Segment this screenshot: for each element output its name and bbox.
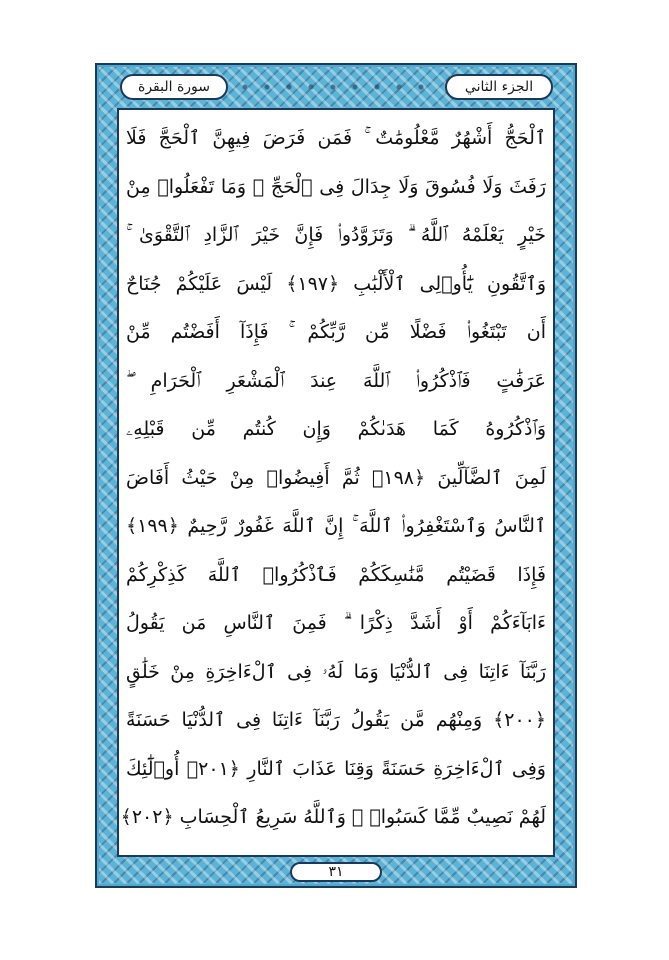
verse-line-text: وَٱتَّقُونِ يَٰٓأُو۟لِى ٱلْأَلْبَٰبِ ﴿١٩٧﴾ لَيْسَ عَلَيْكُمْ جُنَاحٌ <box>126 272 546 295</box>
verse-line-text: ٱلْحَجُّ أَشْهُرٌ مَّعْلُومَٰتٌ ۚ فَمَن فَرَضَ فِيهِنَّ ٱلْحَجَّ فَلَا <box>126 127 546 149</box>
verse-line <box>121 603 551 643</box>
verse-line-text: فَإِذَا قَضَيْتُم مَّنَٰسِكَكُمْ فَٱذْكُرُوا۟ ٱللَّهَ كَذِكْرِكُمْ <box>126 563 546 586</box>
verse-line-text: أَن تَبْتَغُوا۟ فَضْلًا مِّن رَّبِّكُمْ ۚ فَإِذَآ أَفَضْتُم مِّنْ <box>126 321 546 343</box>
verse-line-text: ءَابَآءَكُمْ أَوْ أَشَدَّ ذِكْرًا ۗ فَمِنَ ٱلنَّاسِ مَن يَقُولُ <box>126 612 546 634</box>
verse-line-text: خَيْرٍ يَعْلَمْهُ ٱللَّهُ ۗ وَتَزَوَّدُوا۟ فَإِنَّ خَيْرَ ٱلزَّادِ ٱلتَّقْوَىٰ ۚ <box>126 224 546 246</box>
verse-line-text: وَٱذْكُرُوهُ كَمَا هَدَىٰكُمْ وَإِن كُنتُم مِّن قَبْلِهِۦ <box>126 418 546 440</box>
verse-line <box>121 555 551 595</box>
verse-line <box>121 409 551 449</box>
verse-line-text: ﴿٢٠٠﴾ وَمِنْهُم مَّن يَقُولُ رَبَّنَآ ءَاتِنَا فِى ٱلدُّنْيَا حَسَنَةً <box>126 709 546 731</box>
verse-line-text: ٱلنَّاسُ وَٱسْتَغْفِرُوا۟ ٱللَّهَ ۚ إِنَّ ٱللَّهَ غَفُورٌ رَّحِيمٌ ﴿١٩٩﴾ <box>126 515 546 537</box>
verse-line <box>121 700 551 740</box>
verse-line-text: لَهُمْ نَصِيبٌ مِّمَّا كَسَبُوا۟ ۚ وَٱللَّهُ سَرِيعُ ٱلْحِسَابِ ﴿٢٠٢﴾ <box>120 806 546 828</box>
verse-line <box>121 652 551 692</box>
verse-line <box>121 458 551 498</box>
verse-line <box>121 118 551 158</box>
verse-line-text: عَرَفَٰتٍ فَٱذْكُرُوا۟ ٱللَّهَ عِندَ ٱلْمَشْعَرِ ٱلْحَرَامِ ۖ <box>126 369 546 392</box>
verse-line <box>121 167 551 207</box>
verse-line <box>121 312 551 352</box>
page-number: ٣١ <box>290 862 382 882</box>
verse-line-text: لَمِنَ ٱلضَّآلِّينَ ﴿١٩٨﴾ ثُمَّ أَفِيضُوا۟ مِنْ حَيْثُ أَفَاضَ <box>126 466 546 489</box>
verse-line <box>121 215 551 255</box>
verse-line <box>121 506 551 546</box>
verse-line <box>121 264 551 304</box>
verse-line-text: رَفَثَ وَلَا فُسُوقَ وَلَا جِدَالَ فِى ٱلْحَجِّ ۗ وَمَا تَفْعَلُوا۟ مِنْ <box>126 175 546 198</box>
verse-line <box>121 361 551 401</box>
verse-line-text: رَبَّنَآ ءَاتِنَا فِى ٱلدُّنْيَا وَمَا لَهُۥ فِى ٱلْءَاخِرَةِ مِنْ خَلَٰقٍ <box>126 660 546 683</box>
juz-label: الجزء الثاني <box>445 74 553 100</box>
verse-line <box>121 797 551 837</box>
header-ornament <box>238 80 434 94</box>
verse-line <box>121 749 551 789</box>
verse-line-text: وَفِى ٱلْءَاخِرَةِ حَسَنَةً وَقِنَا عَذَابَ ٱلنَّارِ ﴿٢٠١﴾ أُو۟لَٰٓئِكَ <box>126 757 546 780</box>
surah-label: سورة البقرة <box>120 74 228 100</box>
